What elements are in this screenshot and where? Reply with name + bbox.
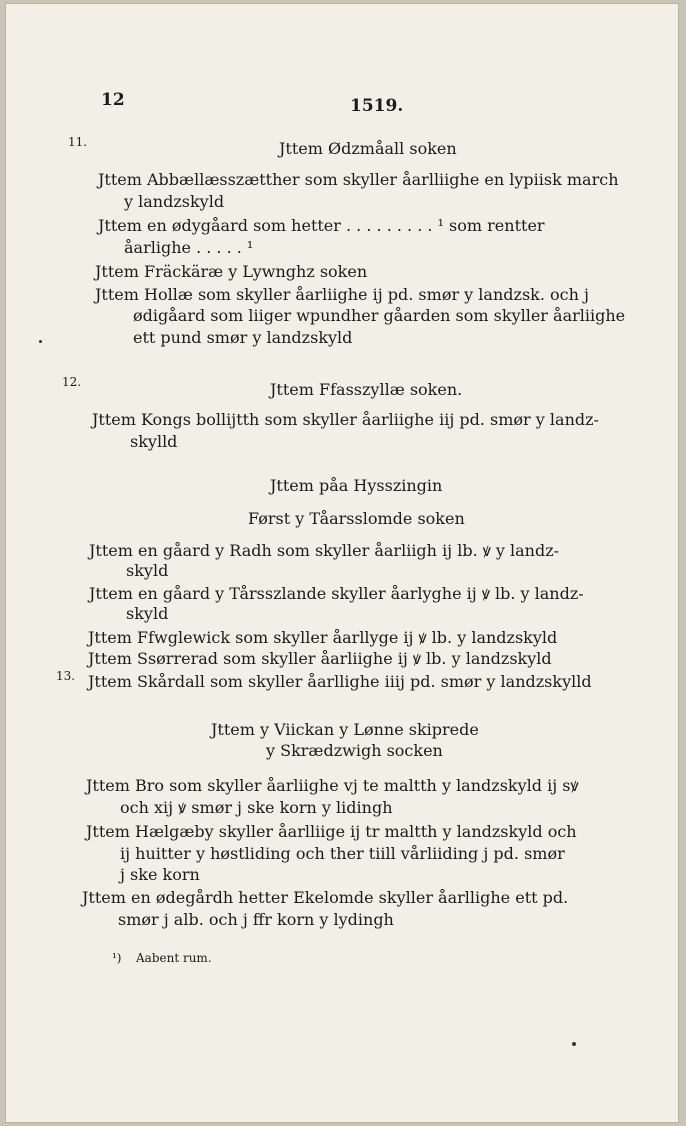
ink-speck <box>572 1042 576 1046</box>
section-heading: Jttem y Viickan y Lønne skiprede <box>211 720 479 739</box>
footnote-text: Aabent rum. <box>136 951 212 965</box>
entry-line: och xij ꝟ smør j ske korn y lidingh <box>120 798 393 817</box>
entry-line: Jttem en gåard y Radh som skyller åarliigh ij lb. ꝟ y landz- <box>89 541 560 560</box>
entry-line: Jttem Abbællæsszætther som skyller åarlliighe en lypiisk march <box>98 170 619 189</box>
entry-line: ødigåard som liiger wpundher gåarden som skyller åarliighe <box>133 306 626 325</box>
section-heading: Jttem Ffasszyllæ soken. <box>270 380 463 399</box>
entry-line: Jttem Fräckäræ y Lywnghz soken <box>95 262 368 281</box>
entry-line: j ske korn <box>120 865 200 884</box>
section-number-12: 12. <box>62 375 82 389</box>
entry-line: skylld <box>130 432 178 451</box>
section-heading: Jttem påa Hysszingin <box>270 476 443 495</box>
entry-line: Jttem en ødegårdh hetter Ekelomde skyller åarllighe ett pd. <box>82 888 569 907</box>
entry-line: Jttem en gåard y Tårsszlande skyller åarlyghe ij ꝟ lb. y landz- <box>89 584 584 603</box>
book-page <box>6 4 678 1122</box>
section-subheading: y Skrædzwigh socken <box>266 741 443 760</box>
entry-line: Jttem Hælgæby skyller åarlliige ij tr maltth y landzskyld och <box>86 822 577 841</box>
section-number-11: 11. <box>68 135 88 149</box>
entry-line: Jttem Hollæ som skyller åarliighe ij pd. smør y landzsk. och j <box>95 285 589 304</box>
footnote-mark: ¹) <box>112 951 122 965</box>
section-heading: Jttem Ødzmåall soken <box>279 139 457 158</box>
entry-line: Jttem Ffwglewick som skyller åarllyge ij ꝟ lb. y landzskyld <box>88 628 558 647</box>
entry-line: ij huitter y høstliding och ther tiill vårliiding j pd. smør <box>120 844 565 863</box>
section-number-13: 13. <box>56 669 76 683</box>
entry-line: Jttem en ødygåard som hetter . . . . . . . . . ¹ som rentter <box>98 216 545 235</box>
entry-line: skyld <box>126 561 169 580</box>
entry-line: åarlighe . . . . . ¹ <box>124 238 254 257</box>
page-year: 1519. <box>350 96 404 116</box>
entry-line: Jttem Ssørrerad som skyller åarliighe ij ꝟ lb. y landzskyld <box>88 649 552 668</box>
entry-line: y landzskyld <box>124 192 225 211</box>
ink-speck <box>39 340 42 343</box>
section-subheading: Først y Tåarsslomde soken <box>248 509 465 528</box>
entry-line: smør j alb. och j ffr korn y lydingh <box>118 910 394 929</box>
entry-line: Jttem Skårdall som skyller åarllighe iiij pd. smør y landzskylld <box>88 672 592 691</box>
entry-line: Jttem Kongs bollijtth som skyller åarliighe iij pd. smør y landz- <box>92 410 599 429</box>
entry-line: skyld <box>126 604 169 623</box>
entry-line: ett pund smør y landzskyld <box>133 328 353 347</box>
page-number: 12 <box>101 90 125 110</box>
entry-line: Jttem Bro som skyller åarliighe vj te maltth y landzskyld ij sꝟ <box>86 776 579 795</box>
